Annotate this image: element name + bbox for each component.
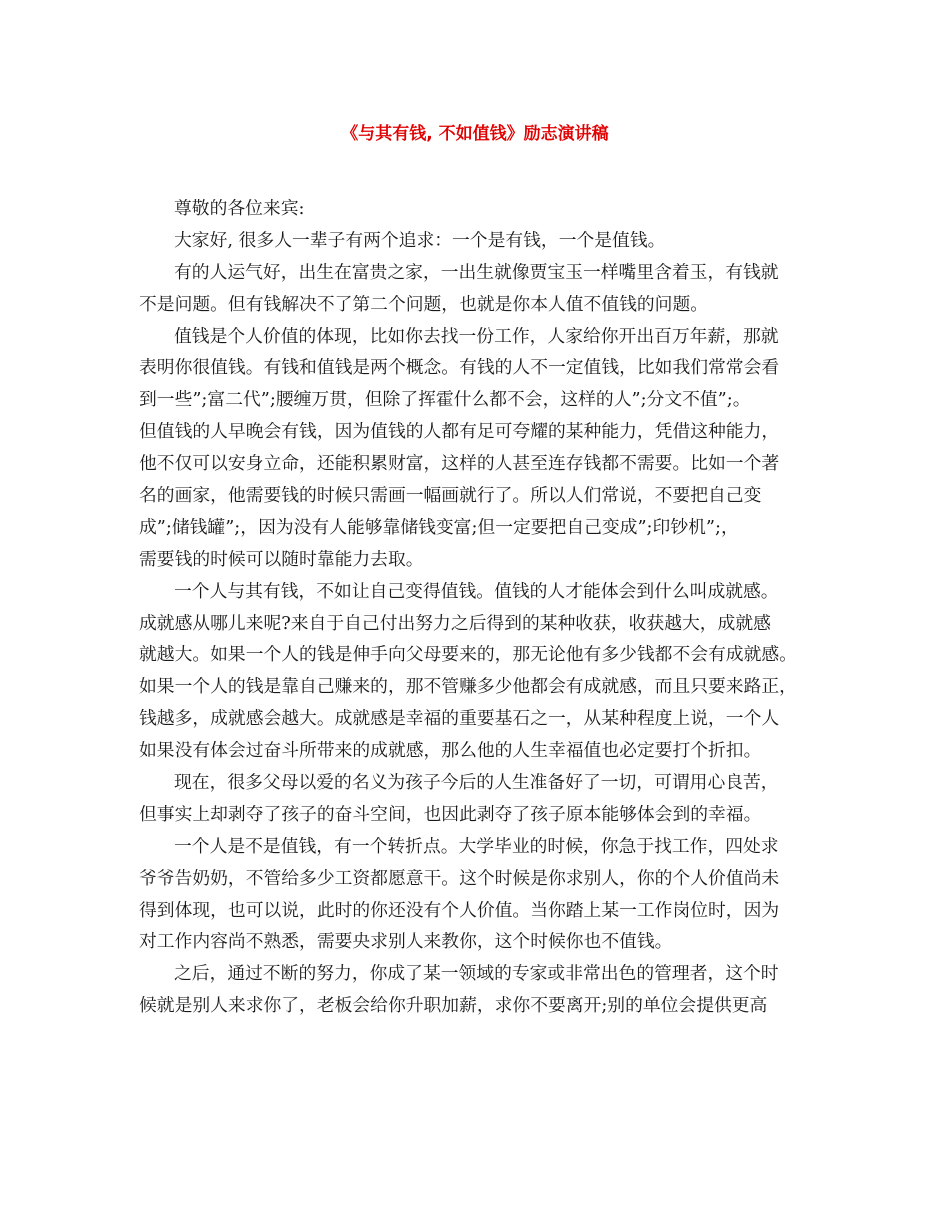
- text-line: 但事实上却剥夺了孩子的奋斗空间，也因此剥夺了孩子原本能够体会到的幸福。: [139, 803, 762, 825]
- text-line: 但值钱的人早晚会有钱，因为值钱的人都有足可夸耀的某种能力，凭借这种能力，: [139, 421, 780, 443]
- text-line: 如果一个人的钱是靠自己赚来的，那不管赚多少他都会有成就感，而且只要来路正，: [139, 676, 797, 698]
- text-line: 得到体现，也可以说，此时的你还没有个人价值。当你踏上某一工作岗位时，因为: [139, 899, 780, 921]
- text-line: 候就是别人来求你了，老板会给你升职加薪，求你不要离开;别的单位会提供更高: [139, 995, 768, 1017]
- text-line: 到一些”;富二代”;腰缠万贯，但除了挥霍什么都不会，这样的人”;分文不值”;。: [139, 389, 751, 411]
- text-line: 就越大。如果一个人的钱是伸手向父母要来的，那无论他有多少钱都不会有成就感。: [139, 644, 797, 666]
- text-line: 表明你很值钱。有钱和值钱是两个概念。有钱的人不一定值钱，比如我们常常会看: [139, 357, 780, 379]
- text-line: 尊敬的各位来宾:: [174, 198, 305, 219]
- text-line: 对工作内容尚不熟悉，需要央求别人来教你，这个时候你也不值钱。: [139, 931, 673, 953]
- text-line: 现在，很多父母以爱的名义为孩子今后的人生准备好了一切，可谓用心良苦，: [174, 772, 779, 794]
- text-line: 一个人与其有钱，不如让自己变得值钱。值钱的人才能体会到什么叫成就感。: [174, 580, 779, 602]
- text-line: 钱越多，成就感会越大。成就感是幸福的重要基石之一，从某种程度上说，一个人: [139, 708, 780, 730]
- text-line: 成”;储钱罐”;，因为没有人能够靠储钱变富;但一定要把自己变成”;印钞机”;，: [139, 516, 739, 538]
- document-body: [139, 193, 822, 1022]
- text-line: 一个人是不是值钱，有一个转折点。大学毕业的时候，你急于找工作，四处求: [174, 835, 779, 857]
- document-title: 《与其有钱, 不如值钱》励志演讲稿: [341, 124, 609, 144]
- text-line: 需要钱的时候可以随时靠能力去取。: [139, 548, 424, 570]
- text-line: 值钱是个人价值的体现，比如你去找一份工作，人家给你开出百万年薪，那就: [174, 325, 779, 347]
- text-line: 之后，通过不断的努力，你成了某一领域的专家或非常出色的管理者，这个时: [174, 963, 779, 985]
- text-line: 不是问题。但有钱解决不了第二个问题，也就是你本人值不值钱的问题。: [139, 293, 709, 315]
- text-line: 名的画家，他需要钱的时候只需画一幅画就行了。所以人们常说，不要把自己变: [139, 485, 762, 507]
- text-line: 成就感从哪儿来呢?来自于自己付出努力之后得到的某种收获，收获越大，成就感: [139, 612, 771, 634]
- text-line: 如果没有体会过奋斗所带来的成就感，那么他的人生幸福值也必定要打个折扣。: [139, 740, 762, 762]
- text-line: 他不仅可以安身立命，还能积累财富，这样的人甚至连存钱都不需要。比如一个著: [139, 453, 780, 475]
- text-line: 爷爷告奶奶，不管给多少工资都愿意干。这个时候是你求别人，你的个人价值尚未: [139, 867, 780, 889]
- text-line: 有的人运气好，出生在富贵之家，一出生就像贾宝玉一样嘴里含着玉，有钱就: [174, 261, 779, 283]
- text-line: 大家好, 很多人一辈子有两个追求：一个是有钱，一个是值钱。: [174, 229, 666, 251]
